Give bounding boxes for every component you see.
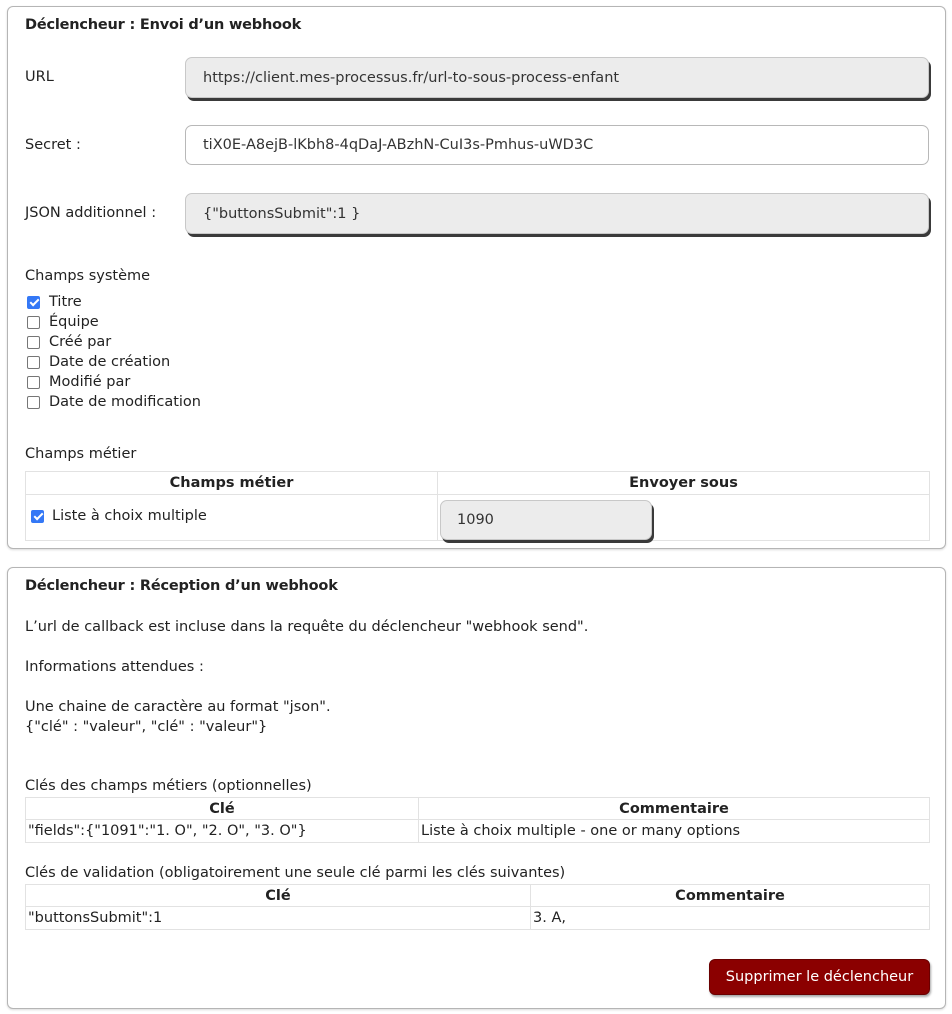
table-row: [26, 820, 930, 843]
expected-info-label: Informations attendues :: [25, 659, 204, 675]
checkbox[interactable]: [31, 510, 44, 523]
system-field-label: Équipe: [49, 314, 99, 330]
business-keys-table: [25, 797, 930, 843]
receive-panel-title: Déclencheur : Réception d’un webhook: [25, 578, 338, 594]
json-label: JSON additionnel :: [25, 205, 157, 221]
delete-trigger-button[interactable]: Supprimer le déclencheur: [709, 959, 930, 995]
checkbox[interactable]: [27, 316, 40, 329]
column-header: Commentaire: [419, 798, 930, 820]
validation-keys-table: [25, 884, 930, 930]
system-field-date-creation[interactable]: [27, 353, 170, 371]
system-fields-title: Champs système: [25, 268, 151, 284]
column-header: Envoyer sous: [438, 472, 930, 495]
checkbox[interactable]: [27, 376, 40, 389]
table-cell: "buttonsSubmit":1: [26, 907, 531, 930]
send-webhook-panel: [7, 6, 946, 549]
table-header-row: [26, 798, 930, 820]
column-header: Clé: [26, 798, 419, 820]
callback-text: L’url de callback est incluse dans la requête du déclencheur "webhook send".: [25, 619, 589, 635]
system-field-label: Date de modification: [49, 394, 201, 410]
checkbox[interactable]: [27, 396, 40, 409]
table-header-row: [26, 472, 930, 495]
table-cell: [26, 495, 438, 541]
url-field[interactable]: https://client.mes-processus.fr/url-to-sous-process-enfant: [185, 57, 929, 98]
table-cell: 3. A,: [531, 907, 930, 930]
business-field-label: Liste à choix multiple: [52, 508, 207, 525]
receive-webhook-panel: [7, 567, 946, 1009]
validation-keys-title: Clés de validation (obligatoirement une seule clé parmi les clés suivantes): [25, 865, 566, 881]
business-keys-title: Clés des champs métiers (optionnelles): [25, 778, 312, 794]
json-format-text: Une chaine de caractère au format "json".: [25, 699, 331, 715]
checkbox[interactable]: [27, 356, 40, 369]
column-header: Champs métier: [26, 472, 438, 495]
url-label: URL: [25, 69, 54, 85]
system-field-modifie-par[interactable]: [27, 373, 130, 391]
table-header-row: [26, 885, 930, 907]
system-field-titre[interactable]: [27, 293, 82, 311]
json-additional-field[interactable]: {"buttonsSubmit":1 }: [185, 193, 929, 234]
system-field-label: Titre: [49, 294, 82, 310]
system-field-label: Créé par: [49, 334, 112, 350]
table-cell: "fields":{"1091":"1. O", "2. O", "3. O"}: [26, 820, 419, 843]
send-panel-title: Déclencheur : Envoi d’un webhook: [25, 17, 302, 33]
secret-field[interactable]: tiX0E-A8ejB-lKbh8-4qDaJ-ABzhN-CuI3s-Pmhus-uWD3C: [185, 125, 929, 165]
json-format-example: {"clé" : "valeur", "clé" : "valeur"}: [25, 719, 268, 735]
system-field-date-modification[interactable]: [27, 393, 201, 411]
secret-label: Secret :: [25, 137, 81, 153]
table-row: [26, 907, 930, 930]
column-header: Commentaire: [531, 885, 930, 907]
system-field-cree-par[interactable]: [27, 333, 111, 351]
column-header: Clé: [26, 885, 531, 907]
send-as-field[interactable]: 1090: [440, 500, 652, 540]
checkbox[interactable]: [27, 296, 40, 309]
system-field-label: Date de création: [49, 354, 171, 370]
table-cell: Liste à choix multiple - one or many options: [419, 820, 930, 843]
business-fields-title: Champs métier: [25, 446, 137, 462]
system-field-equipe[interactable]: [27, 313, 99, 331]
checkbox[interactable]: [27, 336, 40, 349]
system-field-label: Modifié par: [49, 374, 131, 390]
